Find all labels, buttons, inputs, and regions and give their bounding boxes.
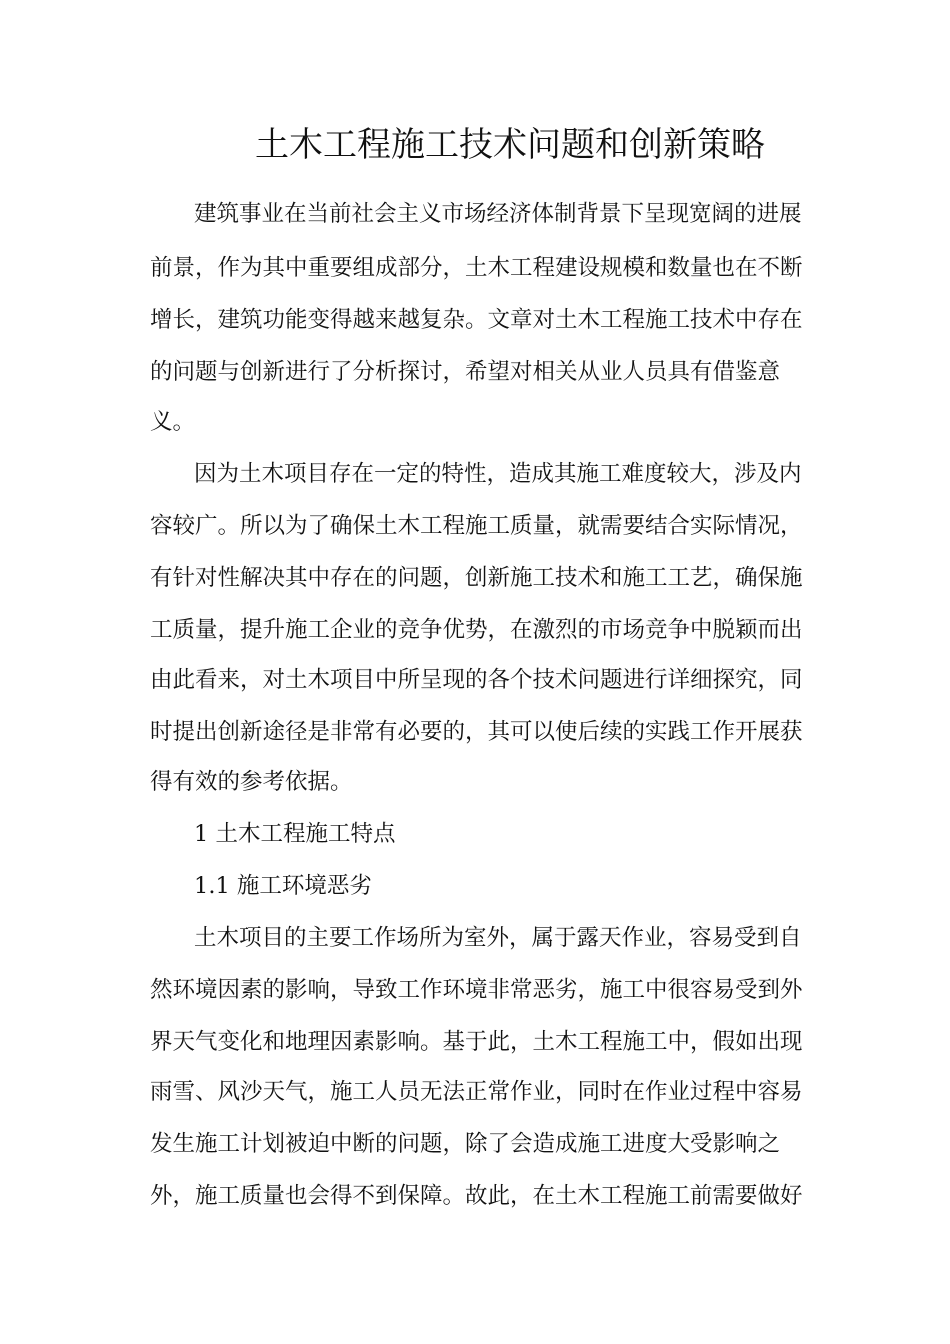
paragraph-line: 建筑事业在当前社会主义市场经济体制背景下呈现宽阔的进展 bbox=[194, 201, 802, 227]
subsection-heading: 1.1 施工环境恶劣 bbox=[194, 873, 372, 899]
paragraph-line: 外，施工质量也会得不到保障。故此，在土木工程施工前需要做好 bbox=[150, 1183, 803, 1209]
paragraph-line: 义。 bbox=[150, 409, 196, 435]
paragraph-line: 土木项目的主要工作场所为室外，属于露天作业，容易受到自 bbox=[194, 925, 802, 951]
paragraph-line: 时提出创新途径是非常有必要的，其可以使后续的实践工作开展获 bbox=[150, 719, 803, 745]
section-heading: 1 土木工程施工特点 bbox=[194, 821, 396, 847]
paragraph-line: 工质量，提升施工企业的竞争优势，在激烈的市场竞争中脱颖而出 bbox=[150, 617, 803, 643]
paragraph-line: 由此看来，对土木项目中所呈现的各个技术问题进行详细探究，同 bbox=[150, 667, 803, 693]
paragraph-line: 然环境因素的影响，导致工作环境非常恶劣，施工中很容易受到外 bbox=[150, 977, 803, 1003]
paragraph-line: 容较广。所以为了确保土木工程施工质量，就需要结合实际情况， bbox=[150, 513, 803, 539]
paragraph-line: 的问题与创新进行了分析探讨，希望对相关从业人员具有借鉴意 bbox=[150, 359, 781, 385]
paragraph-line: 有针对性解决其中存在的问题，创新施工技术和施工工艺，确保施 bbox=[150, 565, 803, 591]
paragraph-line: 雨雪、风沙天气，施工人员无法正常作业，同时在作业过程中容易 bbox=[150, 1079, 803, 1105]
paragraph-line: 界天气变化和地理因素影响。基于此，土木工程施工中，假如出现 bbox=[150, 1029, 803, 1055]
paragraph-line: 发生施工计划被迫中断的问题，除了会造成施工进度大受影响之 bbox=[150, 1131, 781, 1157]
paragraph-line: 因为土木项目存在一定的特性，造成其施工难度较大，涉及内 bbox=[194, 461, 802, 487]
paragraph-line: 增长，建筑功能变得越来越复杂。文章对土木工程施工技术中存在 bbox=[150, 307, 803, 333]
document-title: 土木工程施工技术问题和创新策略 bbox=[255, 125, 765, 165]
paragraph-line: 得有效的参考依据。 bbox=[150, 769, 353, 795]
paragraph-line: 前景，作为其中重要组成部分，土木工程建设规模和数量也在不断 bbox=[150, 255, 803, 281]
